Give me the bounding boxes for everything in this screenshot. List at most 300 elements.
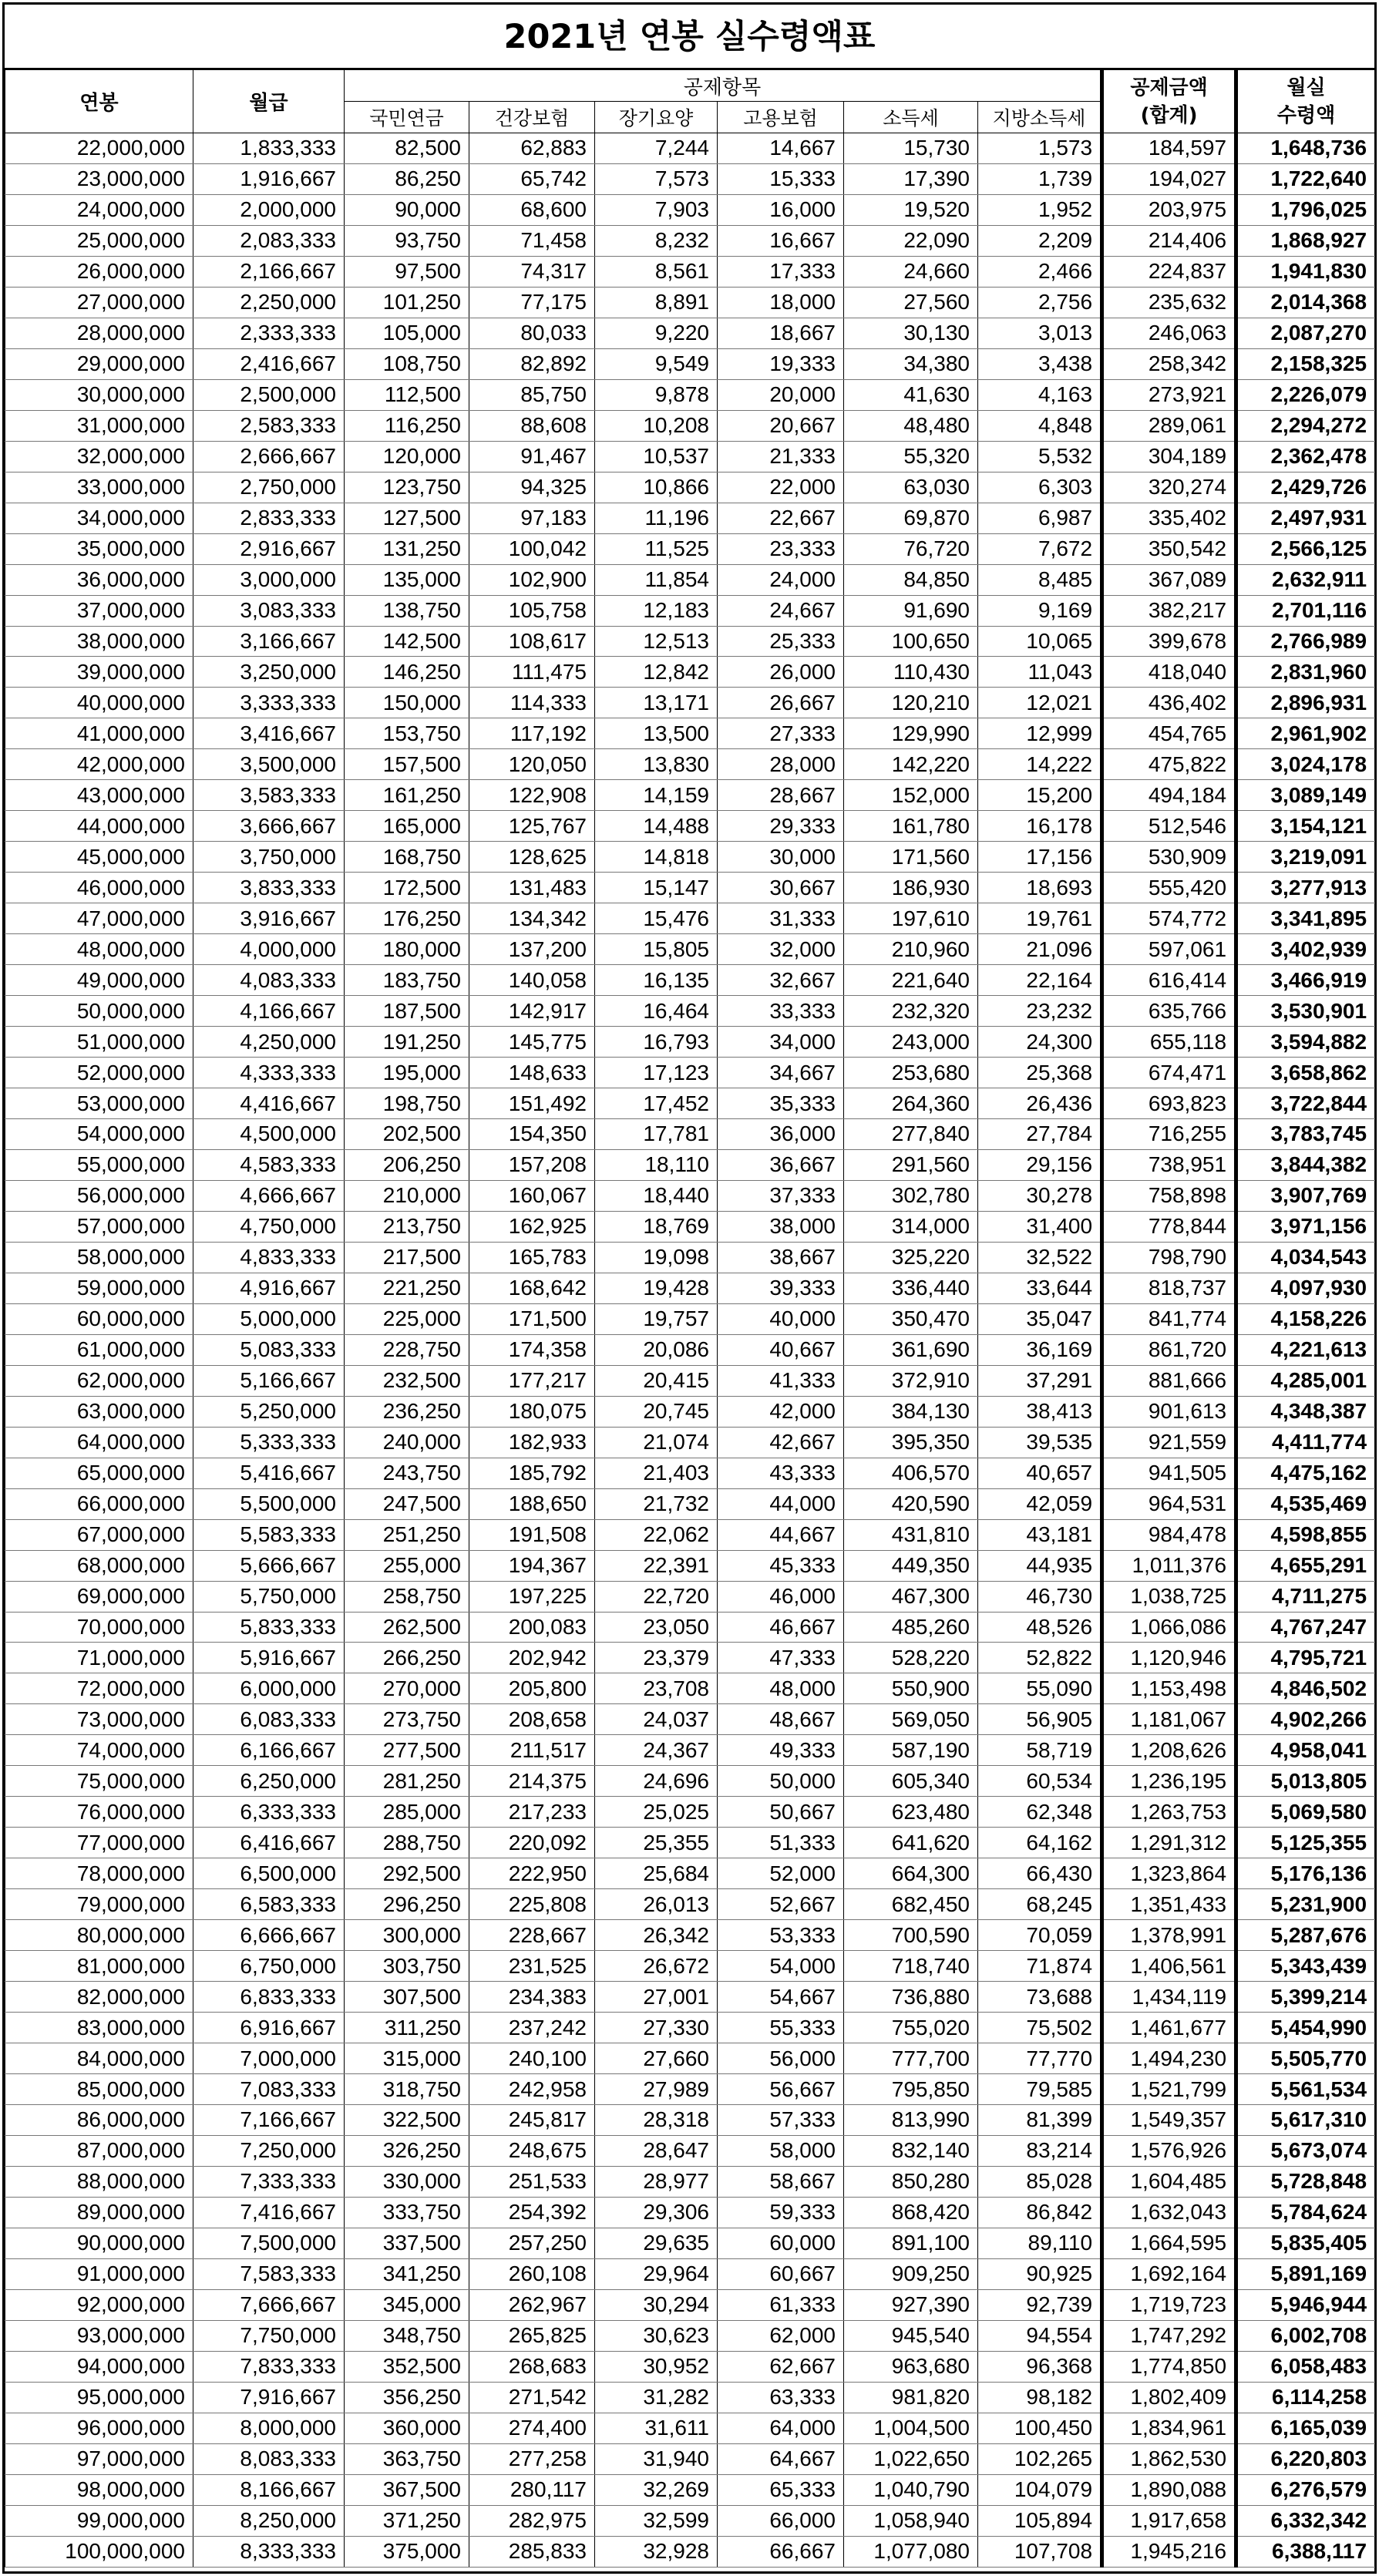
cell-monthly: 3,500,000 (193, 749, 345, 780)
cell-pension: 258,750 (345, 1581, 469, 1612)
cell-income-tax: 291,560 (844, 1149, 978, 1180)
cell-health: 71,458 (469, 225, 595, 256)
cell-health: 148,633 (469, 1058, 595, 1088)
cell-net: 2,014,368 (1236, 287, 1375, 318)
cell-monthly: 4,583,333 (193, 1149, 345, 1180)
cell-net: 4,958,041 (1236, 1735, 1375, 1766)
cell-local-tax: 46,730 (978, 1581, 1102, 1612)
cell-monthly: 3,250,000 (193, 657, 345, 688)
cell-total: 184,597 (1102, 133, 1236, 164)
cell-health: 91,467 (469, 441, 595, 472)
cell-monthly: 4,166,667 (193, 996, 345, 1027)
cell-local-tax: 8,485 (978, 564, 1102, 595)
cell-ltc: 12,513 (595, 626, 718, 657)
cell-monthly: 5,166,667 (193, 1365, 345, 1396)
table-row (5, 318, 1375, 348)
cell-ltc: 20,745 (595, 1396, 718, 1427)
cell-monthly: 5,000,000 (193, 1303, 345, 1334)
cell-health: 108,617 (469, 626, 595, 657)
cell-health: 140,058 (469, 965, 595, 996)
cell-health: 151,492 (469, 1088, 595, 1119)
cell-ltc: 16,464 (595, 996, 718, 1027)
table-row (5, 996, 1375, 1027)
cell-employment: 46,667 (718, 1612, 844, 1643)
cell-health: 262,967 (469, 2289, 595, 2320)
cell-annual: 59,000,000 (5, 1273, 193, 1303)
cell-employment: 33,333 (718, 996, 844, 1027)
table-row (5, 749, 1375, 780)
cell-ltc: 28,977 (595, 2166, 718, 2197)
cell-local-tax: 10,065 (978, 626, 1102, 657)
cell-annual: 85,000,000 (5, 2074, 193, 2105)
header-deductions-group: 공제항목 (345, 70, 1102, 102)
cell-total: 941,505 (1102, 1458, 1236, 1488)
cell-ltc: 9,878 (595, 379, 718, 410)
cell-income-tax: 171,560 (844, 842, 978, 873)
cell-employment: 40,667 (718, 1334, 844, 1365)
cell-annual: 32,000,000 (5, 441, 193, 472)
cell-ltc: 27,330 (595, 2013, 718, 2043)
header-health: 건강보험 (469, 102, 595, 133)
cell-total: 454,765 (1102, 718, 1236, 749)
cell-health: 217,233 (469, 1797, 595, 1828)
cell-pension: 330,000 (345, 2166, 469, 2197)
table-row (5, 2474, 1375, 2505)
cell-income-tax: 755,020 (844, 2013, 978, 2043)
cell-total: 881,666 (1102, 1365, 1236, 1396)
cell-employment: 22,000 (718, 472, 844, 503)
cell-income-tax: 1,022,650 (844, 2443, 978, 2474)
cell-monthly: 5,083,333 (193, 1334, 345, 1365)
cell-health: 228,667 (469, 1920, 595, 1951)
table-row (5, 657, 1375, 688)
cell-monthly: 4,416,667 (193, 1088, 345, 1119)
cell-income-tax: 34,380 (844, 348, 978, 379)
cell-total: 436,402 (1102, 688, 1236, 718)
cell-local-tax: 38,413 (978, 1396, 1102, 1427)
cell-ltc: 15,147 (595, 873, 718, 903)
header-income-tax: 소득세 (844, 102, 978, 133)
cell-ltc: 31,611 (595, 2413, 718, 2443)
cell-ltc: 31,940 (595, 2443, 718, 2474)
cell-pension: 153,750 (345, 718, 469, 749)
cell-total: 778,844 (1102, 1211, 1236, 1242)
cell-health: 240,100 (469, 2043, 595, 2074)
cell-pension: 352,500 (345, 2351, 469, 2382)
cell-income-tax: 736,880 (844, 1982, 978, 2013)
cell-local-tax: 55,090 (978, 1673, 1102, 1704)
table-row (5, 1920, 1375, 1951)
cell-net: 6,332,342 (1236, 2505, 1375, 2536)
cell-total: 1,038,725 (1102, 1581, 1236, 1612)
cell-local-tax: 12,999 (978, 718, 1102, 749)
cell-local-tax: 18,693 (978, 873, 1102, 903)
cell-total: 1,494,230 (1102, 2043, 1236, 2074)
cell-pension: 288,750 (345, 1828, 469, 1858)
header-ltc: 장기요양 (595, 102, 718, 133)
cell-annual: 84,000,000 (5, 2043, 193, 2074)
cell-annual: 47,000,000 (5, 903, 193, 934)
table-row (5, 379, 1375, 410)
cell-local-tax: 1,573 (978, 133, 1102, 164)
table-body (5, 133, 1375, 2568)
table-row (5, 1334, 1375, 1365)
cell-total: 246,063 (1102, 318, 1236, 348)
cell-annual: 64,000,000 (5, 1427, 193, 1458)
cell-annual: 41,000,000 (5, 718, 193, 749)
cell-monthly: 6,583,333 (193, 1889, 345, 1920)
cell-total: 1,011,376 (1102, 1550, 1236, 1581)
cell-net: 2,831,960 (1236, 657, 1375, 688)
cell-income-tax: 100,650 (844, 626, 978, 657)
cell-income-tax: 69,870 (844, 503, 978, 533)
cell-ltc: 28,318 (595, 2105, 718, 2136)
cell-pension: 150,000 (345, 688, 469, 718)
cell-annual: 37,000,000 (5, 595, 193, 626)
cell-monthly: 2,083,333 (193, 225, 345, 256)
table-row (5, 1704, 1375, 1735)
cell-monthly: 4,750,000 (193, 1211, 345, 1242)
cell-income-tax: 641,620 (844, 1828, 978, 1858)
cell-net: 4,767,247 (1236, 1612, 1375, 1643)
cell-local-tax: 104,079 (978, 2474, 1102, 2505)
cell-income-tax: 76,720 (844, 533, 978, 564)
table-row (5, 410, 1375, 441)
cell-total: 367,089 (1102, 564, 1236, 595)
cell-annual: 62,000,000 (5, 1365, 193, 1396)
cell-ltc: 15,805 (595, 934, 718, 965)
cell-pension: 367,500 (345, 2474, 469, 2505)
cell-total: 1,945,216 (1102, 2536, 1236, 2567)
cell-income-tax: 587,190 (844, 1735, 978, 1766)
cell-monthly: 5,500,000 (193, 1488, 345, 1519)
cell-ltc: 29,964 (595, 2258, 718, 2289)
cell-income-tax: 253,680 (844, 1058, 978, 1088)
cell-local-tax: 52,822 (978, 1643, 1102, 1673)
cell-employment: 30,000 (718, 842, 844, 873)
cell-income-tax: 55,320 (844, 441, 978, 472)
cell-pension: 120,000 (345, 441, 469, 472)
cell-pension: 311,250 (345, 2013, 469, 2043)
cell-net: 3,844,382 (1236, 1149, 1375, 1180)
cell-employment: 65,333 (718, 2474, 844, 2505)
cell-monthly: 1,833,333 (193, 133, 345, 164)
cell-income-tax: 243,000 (844, 1027, 978, 1058)
cell-ltc: 7,903 (595, 194, 718, 225)
cell-employment: 60,000 (718, 2228, 844, 2258)
cell-net: 2,632,911 (1236, 564, 1375, 595)
cell-net: 2,362,478 (1236, 441, 1375, 472)
cell-health: 111,475 (469, 657, 595, 688)
table-row (5, 2351, 1375, 2382)
cell-local-tax: 42,059 (978, 1488, 1102, 1519)
cell-income-tax: 664,300 (844, 1858, 978, 1889)
cell-income-tax: 15,730 (844, 133, 978, 164)
cell-health: 122,908 (469, 780, 595, 811)
cell-total: 494,184 (1102, 780, 1236, 811)
cell-health: 94,325 (469, 472, 595, 503)
cell-local-tax: 4,848 (978, 410, 1102, 441)
cell-health: 105,758 (469, 595, 595, 626)
cell-pension: 101,250 (345, 287, 469, 318)
cell-income-tax: 302,780 (844, 1180, 978, 1211)
cell-ltc: 11,854 (595, 564, 718, 595)
cell-income-tax: 197,610 (844, 903, 978, 934)
cell-ltc: 30,952 (595, 2351, 718, 2382)
cell-ltc: 7,573 (595, 163, 718, 194)
cell-pension: 273,750 (345, 1704, 469, 1735)
cell-local-tax: 1,952 (978, 194, 1102, 225)
cell-annual: 87,000,000 (5, 2135, 193, 2166)
header-pension: 국민연금 (345, 102, 469, 133)
cell-health: 251,533 (469, 2166, 595, 2197)
table-row (5, 934, 1375, 965)
cell-ltc: 7,244 (595, 133, 718, 164)
cell-net: 1,648,736 (1236, 133, 1375, 164)
table-row (5, 626, 1375, 657)
cell-total: 616,414 (1102, 965, 1236, 996)
cell-health: 100,042 (469, 533, 595, 564)
cell-local-tax: 1,739 (978, 163, 1102, 194)
cell-monthly: 6,666,667 (193, 1920, 345, 1951)
cell-annual: 83,000,000 (5, 2013, 193, 2043)
cell-pension: 213,750 (345, 1211, 469, 1242)
cell-annual: 28,000,000 (5, 318, 193, 348)
cell-ltc: 26,013 (595, 1889, 718, 1920)
cell-employment: 44,000 (718, 1488, 844, 1519)
table-row (5, 1858, 1375, 1889)
header-annual: 연봉 (5, 70, 193, 133)
cell-monthly: 7,333,333 (193, 2166, 345, 2197)
cell-net: 2,158,325 (1236, 348, 1375, 379)
cell-health: 120,050 (469, 749, 595, 780)
cell-employment: 38,667 (718, 1242, 844, 1273)
cell-income-tax: 232,320 (844, 996, 978, 1027)
cell-total: 1,236,195 (1102, 1766, 1236, 1797)
table-row (5, 194, 1375, 225)
cell-monthly: 6,250,000 (193, 1766, 345, 1797)
cell-total: 693,823 (1102, 1088, 1236, 1119)
cell-annual: 27,000,000 (5, 287, 193, 318)
cell-total: 1,351,433 (1102, 1889, 1236, 1920)
cell-income-tax: 909,250 (844, 2258, 978, 2289)
cell-annual: 71,000,000 (5, 1643, 193, 1673)
cell-employment: 35,333 (718, 1088, 844, 1119)
cell-monthly: 4,000,000 (193, 934, 345, 965)
cell-income-tax: 945,540 (844, 2320, 978, 2351)
cell-annual: 31,000,000 (5, 410, 193, 441)
cell-local-tax: 44,935 (978, 1550, 1102, 1581)
cell-pension: 322,500 (345, 2105, 469, 2136)
cell-annual: 29,000,000 (5, 348, 193, 379)
cell-annual: 74,000,000 (5, 1735, 193, 1766)
cell-local-tax: 102,265 (978, 2443, 1102, 2474)
cell-local-tax: 7,672 (978, 533, 1102, 564)
cell-health: 208,658 (469, 1704, 595, 1735)
cell-annual: 38,000,000 (5, 626, 193, 657)
cell-net: 4,902,266 (1236, 1704, 1375, 1735)
cell-annual: 30,000,000 (5, 379, 193, 410)
cell-net: 5,505,770 (1236, 2043, 1375, 2074)
cell-net: 6,220,803 (1236, 2443, 1375, 2474)
cell-health: 177,217 (469, 1365, 595, 1396)
cell-local-tax: 94,554 (978, 2320, 1102, 2351)
cell-pension: 210,000 (345, 1180, 469, 1211)
cell-net: 5,946,944 (1236, 2289, 1375, 2320)
cell-ltc: 27,660 (595, 2043, 718, 2074)
cell-income-tax: 129,990 (844, 718, 978, 749)
table-row (5, 2505, 1375, 2536)
cell-employment: 52,667 (718, 1889, 844, 1920)
cell-employment: 28,667 (718, 780, 844, 811)
cell-local-tax: 2,466 (978, 256, 1102, 287)
cell-local-tax: 14,222 (978, 749, 1102, 780)
cell-pension: 337,500 (345, 2228, 469, 2258)
cell-annual: 63,000,000 (5, 1396, 193, 1427)
cell-local-tax: 68,245 (978, 1889, 1102, 1920)
cell-monthly: 5,416,667 (193, 1458, 345, 1488)
cell-employment: 16,667 (718, 225, 844, 256)
cell-net: 1,722,640 (1236, 163, 1375, 194)
cell-employment: 28,000 (718, 749, 844, 780)
cell-pension: 93,750 (345, 225, 469, 256)
cell-pension: 198,750 (345, 1088, 469, 1119)
cell-employment: 24,667 (718, 595, 844, 626)
cell-net: 4,598,855 (1236, 1519, 1375, 1550)
cell-pension: 281,250 (345, 1766, 469, 1797)
cell-annual: 97,000,000 (5, 2443, 193, 2474)
cell-total: 399,678 (1102, 626, 1236, 657)
cell-health: 271,542 (469, 2382, 595, 2413)
cell-employment: 66,000 (718, 2505, 844, 2536)
cell-health: 97,183 (469, 503, 595, 533)
cell-annual: 49,000,000 (5, 965, 193, 996)
cell-total: 1,664,595 (1102, 2228, 1236, 2258)
table-row (5, 1581, 1375, 1612)
cell-income-tax: 314,000 (844, 1211, 978, 1242)
cell-total: 921,559 (1102, 1427, 1236, 1458)
cell-pension: 348,750 (345, 2320, 469, 2351)
cell-net: 4,795,721 (1236, 1643, 1375, 1673)
cell-local-tax: 23,232 (978, 996, 1102, 1027)
table-row (5, 718, 1375, 749)
cell-net: 4,655,291 (1236, 1550, 1375, 1581)
cell-health: 80,033 (469, 318, 595, 348)
cell-health: 131,483 (469, 873, 595, 903)
cell-total: 1,576,926 (1102, 2135, 1236, 2166)
cell-health: 257,250 (469, 2228, 595, 2258)
cell-income-tax: 813,990 (844, 2105, 978, 2136)
cell-ltc: 23,050 (595, 1612, 718, 1643)
cell-local-tax: 29,156 (978, 1149, 1102, 1180)
cell-monthly: 2,333,333 (193, 318, 345, 348)
cell-local-tax: 40,657 (978, 1458, 1102, 1488)
cell-ltc: 13,171 (595, 688, 718, 718)
cell-annual: 46,000,000 (5, 873, 193, 903)
cell-employment: 54,667 (718, 1982, 844, 2013)
cell-income-tax: 718,740 (844, 1951, 978, 1982)
cell-pension: 240,000 (345, 1427, 469, 1458)
cell-employment: 52,000 (718, 1858, 844, 1889)
cell-pension: 255,000 (345, 1550, 469, 1581)
cell-total: 597,061 (1102, 934, 1236, 965)
cell-monthly: 6,833,333 (193, 1982, 345, 2013)
cell-income-tax: 395,350 (844, 1427, 978, 1458)
cell-monthly: 6,333,333 (193, 1797, 345, 1828)
cell-income-tax: 152,000 (844, 780, 978, 811)
cell-total: 1,378,991 (1102, 1920, 1236, 1951)
cell-net: 2,226,079 (1236, 379, 1375, 410)
cell-employment: 64,667 (718, 2443, 844, 2474)
cell-monthly: 6,750,000 (193, 1951, 345, 1982)
cell-income-tax: 832,140 (844, 2135, 978, 2166)
cell-monthly: 4,833,333 (193, 1242, 345, 1273)
cell-health: 85,750 (469, 379, 595, 410)
cell-ltc: 32,928 (595, 2536, 718, 2567)
cell-employment: 47,333 (718, 1643, 844, 1673)
cell-pension: 315,000 (345, 2043, 469, 2074)
cell-local-tax: 25,368 (978, 1058, 1102, 1088)
cell-income-tax: 700,590 (844, 1920, 978, 1951)
cell-annual: 56,000,000 (5, 1180, 193, 1211)
cell-net: 4,475,162 (1236, 1458, 1375, 1488)
cell-annual: 34,000,000 (5, 503, 193, 533)
cell-ltc: 27,989 (595, 2074, 718, 2105)
cell-income-tax: 24,660 (844, 256, 978, 287)
cell-employment: 38,000 (718, 1211, 844, 1242)
cell-ltc: 20,086 (595, 1334, 718, 1365)
cell-pension: 356,250 (345, 2382, 469, 2413)
cell-ltc: 21,403 (595, 1458, 718, 1488)
cell-employment: 50,667 (718, 1797, 844, 1828)
cell-ltc: 18,769 (595, 1211, 718, 1242)
table-row (5, 2289, 1375, 2320)
cell-employment: 14,667 (718, 133, 844, 164)
cell-net: 5,835,405 (1236, 2228, 1375, 2258)
cell-ltc: 17,123 (595, 1058, 718, 1088)
cell-ltc: 9,220 (595, 318, 718, 348)
cell-net: 3,219,091 (1236, 842, 1375, 873)
cell-local-tax: 64,162 (978, 1828, 1102, 1858)
cell-annual: 26,000,000 (5, 256, 193, 287)
cell-health: 280,117 (469, 2474, 595, 2505)
cell-annual: 33,000,000 (5, 472, 193, 503)
cell-health: 242,958 (469, 2074, 595, 2105)
cell-income-tax: 161,780 (844, 811, 978, 842)
cell-net: 5,013,805 (1236, 1766, 1375, 1797)
table-row (5, 533, 1375, 564)
table-row (5, 2382, 1375, 2413)
cell-net: 2,294,272 (1236, 410, 1375, 441)
cell-ltc: 28,647 (595, 2135, 718, 2166)
cell-pension: 363,750 (345, 2443, 469, 2474)
cell-local-tax: 79,585 (978, 2074, 1102, 2105)
cell-local-tax: 16,178 (978, 811, 1102, 842)
cell-pension: 206,250 (345, 1149, 469, 1180)
cell-ltc: 8,232 (595, 225, 718, 256)
cell-ltc: 22,391 (595, 1550, 718, 1581)
table-row (5, 2536, 1375, 2567)
cell-ltc: 32,599 (595, 2505, 718, 2536)
cell-employment: 25,333 (718, 626, 844, 657)
cell-pension: 345,000 (345, 2289, 469, 2320)
cell-ltc: 27,001 (595, 1982, 718, 2013)
cell-annual: 89,000,000 (5, 2197, 193, 2228)
cell-pension: 138,750 (345, 595, 469, 626)
table-row (5, 1643, 1375, 1673)
cell-ltc: 29,306 (595, 2197, 718, 2228)
cell-monthly: 3,416,667 (193, 718, 345, 749)
